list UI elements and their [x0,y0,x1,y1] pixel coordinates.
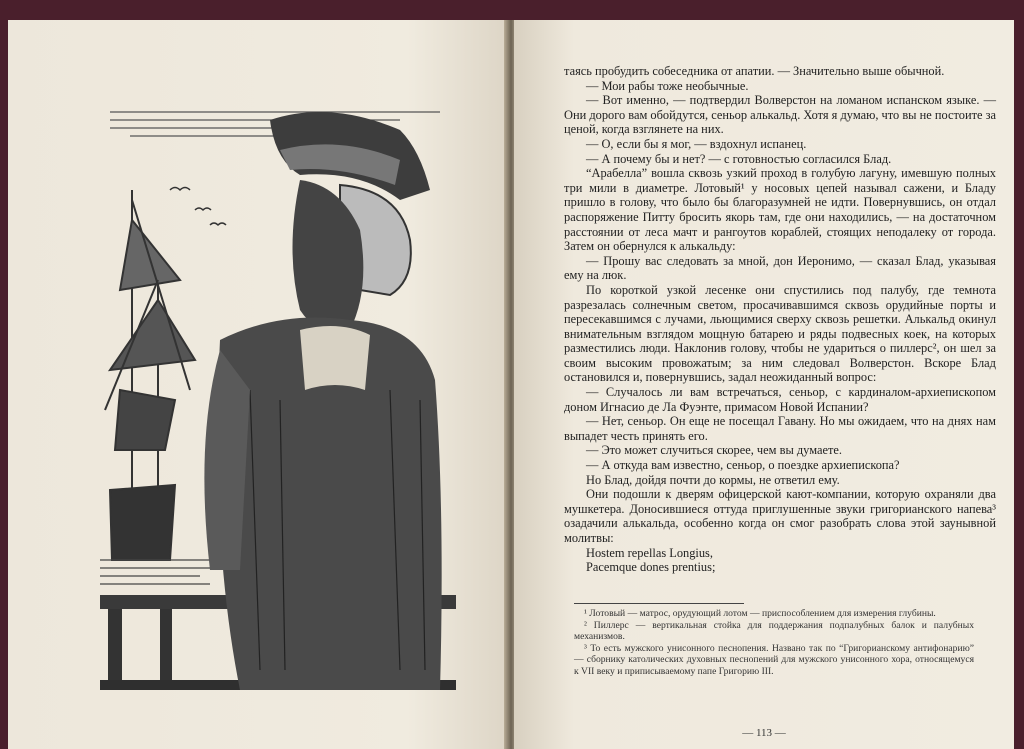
footnote: ¹ Лотовый — матрос, орудующий лотом — приспособлением для измерения глубины. [584,608,936,619]
paragraph: — Мои рабы тоже необычные. [586,78,749,93]
paragraph: Они подошли к дверям офицерской кают-компании, которую охраняли два мушкетера. Доносившиеся оттуда приглушенные звуки григорианского напева³ озадачили алькальда, особенно когда он смог разобрать слова этой заунывной молитвы: [564,487,996,545]
paragraph: — Случалось ли вам встречаться, сеньор, с кардиналом-архиепископом доном Игнасио де Ла Фуэнте, примасом Новой Испании? [564,385,996,414]
right-page [514,20,1014,749]
paragraph: таясь пробудить собеседника от апатии. — Значительно выше обычной. [564,64,945,78]
footnote: ³ То есть мужского унисонного песнопения. Названо так по “Григорианскому антифонарию” — сборнику католических духовных песнопений для мужского унисонного хора, относящемуся к VII веку и приписываемому папе Григорию III. [574,642,974,677]
paragraph: “Арабелла” вошла сквозь узкий проход в голубую лагуну, имевшую полных три мили в диаметре. Лотовый¹ у носовых цепей называл сажени, и Бладу пришло в голову, что было бы благоразумней не идти. Повернувшись, он отдал распоряжение Питту бросить якорь там, где они находились, — на достаточном расстоянии от леса мачт и рангоутов кораблей, стоящих неподалеку от города. Затем он обернулся к алькальду: [564,166,996,254]
verse-line: Pacemque dones prentius; [586,560,716,575]
footnote: ² Пиллерс — вертикальная стойка для поддержания подпалубных балок и палубных механизмов. [574,619,974,643]
paragraph: — А почему бы и нет? — с готовностью согласился Блад. [586,151,892,166]
paragraph: По короткой узкой лесенке они спустились под палубу, где темнота разрезалась солнечным светом, просачивавшимся сквозь орудийные порты и пересекавшимся с лучами, льющимися сверху сквозь решетки. Алькальд окинул внимательным взглядом мощную батарею и ряды подвесных коек, на которых разместились люди. Наклонив голову, чтобы не удариться о пиллерс², он шел за своим высоким провожатым; за ним следовал Волверстон. Вскоре Блад остановился и, повернувшись, задал неожиданный вопрос: [564,282,996,385]
paragraph: Но Блад, дойдя почти до кормы, не ответил ему. [586,472,840,487]
paragraph: — Нет, сеньор. Он еще не посещал Гавану. Но мы ожидаем, что на днях нам выпадет честь принять его. [564,414,996,443]
verse-line: Hostem repellas Longius, [586,545,713,560]
paragraph: — Прошу вас следовать за мной, дон Иеронимо, — сказал Блад, указывая ему на люк. [564,253,996,283]
paragraph: — Это может случиться скорее, чем вы думаете. [586,443,842,458]
page-number: — 113 — [742,727,786,739]
left-page [8,20,508,749]
book-spread [8,20,1014,749]
footnote-rule [574,603,744,604]
paragraph: — А откуда вам известно, сеньор, о поездке архиепископа? [586,458,900,473]
pirate-illustration [100,90,456,694]
paragraph: — О, если бы я мог, — вздохнул испанец. [586,136,807,151]
paragraph: — Вот именно, — подтвердил Волверстон на ломаном испанском языке. — Они дорого вам обойдутся, сеньор алькальд. Хотя я думаю, что вы не постоите за ценой, когда взглянете на них. [564,93,996,137]
body-text [564,64,996,575]
sailing-ship [105,190,195,560]
footnotes [574,603,974,678]
